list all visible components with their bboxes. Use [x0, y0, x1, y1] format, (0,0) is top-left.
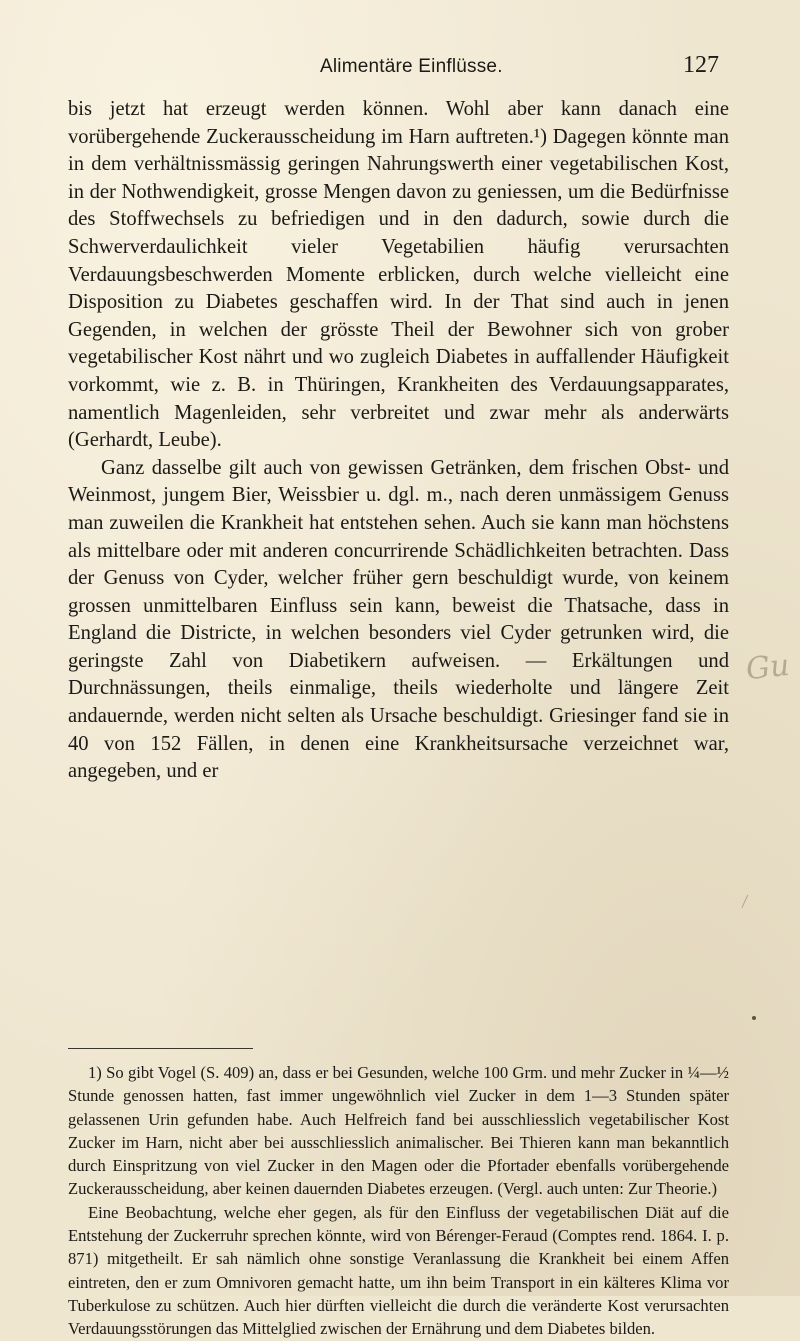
page-number: 127 — [683, 52, 719, 78]
margin-pencil-mark — [741, 895, 755, 911]
footnote: Eine Beobachtung, welche eher gegen, als für den Einfluss der vegetabilischen Diät auf die Entstehung der Zuckerruhr sprechen könnte, wird von Bérenger-Feraud (Comptes rend. 1864. I. p. 871) mitgetheilt. Er sah nämlich ohne sonstige Veranlassung die Krankheit bei einem Affen eintreten, den er zum Omnivoren gemacht hatte, um ihn beim Transport in ein kälteres Klima vor Tuberkulose zu schützen. Auch hier dürften vielleicht die durch die veränderte Kost verursachten Verdauungsstörungen das Mittelglied zwischen der Ernährung und dem Diabetes bilden. — [68, 1202, 729, 1339]
handwritten-margin-note: Gu — [744, 647, 792, 688]
paragraph: bis jetzt hat erzeugt werden können. Wohl aber kann danach eine vorübergehende Zuckerausscheidung im Harn auftreten.¹) Dagegen könnte man in dem verhältnissmässig geringen Nahrungswerth einer vegetabilischen Kost, in der Nothwendigkeit, grosse Mengen davon zu geniessen, um die Bedürfnisse des Stoffwechsels zu befriedigen und in den dadurch, sowie durch die Schwerverdaulichkeit vieler Vegetabilien häufig verursachten Verdauungsbeschwerden Momente erblicken, durch welche vielleicht eine Disposition zu Diabetes geschaffen wird. In der That sind auch in jenen Gegenden, in welchen der grösste Theil der Bewohner sich von grober vegetabilischer Kost nährt und wo zugleich Diabetes in auffallender Häufigkeit vorkommt, wie z. B. in Thüringen, Krankheiten des Verdauungsapparates, namentlich Magenleiden, sehr verbreitet und zwar mehr als anderwärts (Gerhardt, Leube). — [68, 98, 729, 452]
footnote-divider — [68, 1048, 253, 1049]
footnotes — [68, 1061, 729, 1341]
running-head: Alimentäre Einflüsse. — [320, 56, 503, 77]
footnote: 1) So gibt Vogel (S. 409) an, dass er bei Gesunden, welche 100 Grm. und mehr Zucker in ¼—½ Stunde genossen hatten, fast immer ungewöhnlich viel Zucker in dem 1—3 Stunden später gelassenen Urin gefunden habe. Auch Helfreich fand bei ausschliesslich vegetabilischer Kost Zucker im Harn, nicht aber bei ausschliesslich animalischer. Bei Thieren kann man bekanntlich durch Einspritzung von viel Zucker in den Magen oder die Pfortader ebenfalls vorübergehende Zuckerausscheidung, aber keinen dauernden Diabetes erzeugen. (Vergl. auch unten: Zur Theorie.) — [68, 1063, 729, 1199]
main-text — [68, 96, 729, 786]
margin-dot — [752, 1016, 756, 1020]
page-header — [0, 52, 800, 86]
paragraph: Ganz dasselbe gilt auch von gewissen Getränken, dem frischen Obst- und Weinmost, jungem Bier, Weissbier u. dgl. m., nach deren unmässigem Genuss man zuweilen die Krankheit hat entstehen sehen. Auch sie kann man höchstens als mittelbare oder mit anderen concurrirende Schädlichkeiten betrachten. Dass der Genuss von Cyder, welcher früher gern beschuldigt wurde, von keinem grossen unmittelbaren Einfluss sein kann, beweist die Thatsache, dass in England die Districte, in welchen besonders viel Cyder getrunken wird, die geringste Zahl von Diabetikern aufweisen. — Erkältungen und Durchnässungen, theils einmalige, theils wiederholte und längere Zeit andauernde, werden nicht selten als Ursache beschuldigt. Griesinger fand sie in 40 von 152 Fällen, in denen eine Krankheitsursache verzeichnet war, angegeben, und er — [68, 456, 729, 783]
